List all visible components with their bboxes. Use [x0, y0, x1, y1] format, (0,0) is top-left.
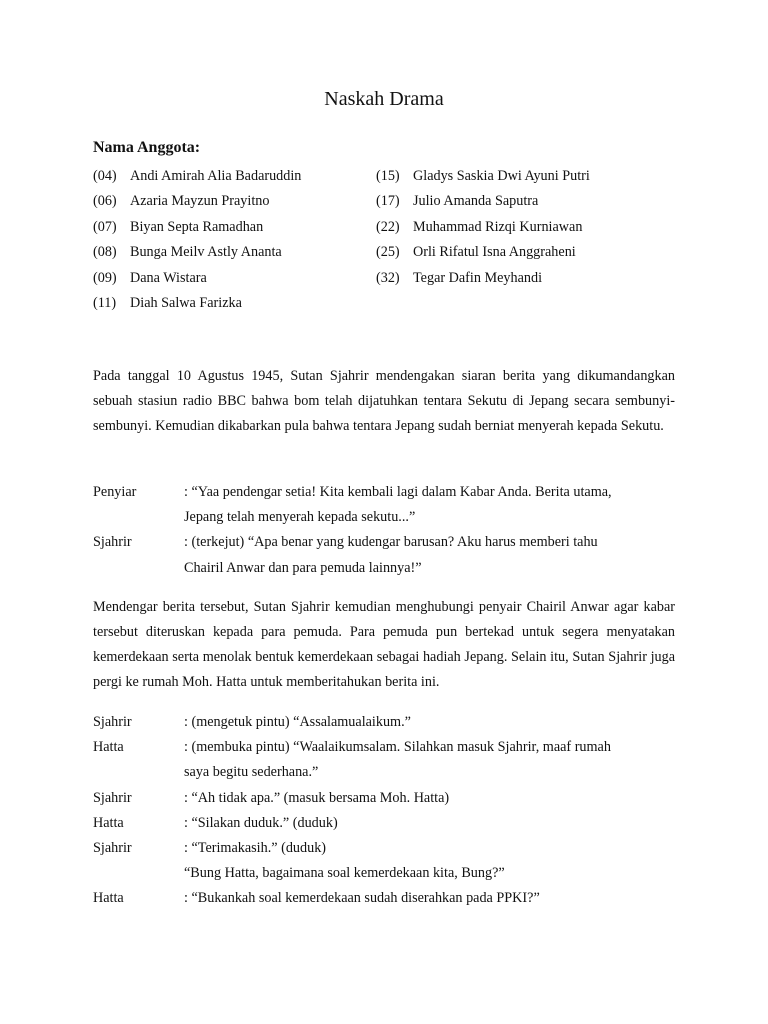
dialog-line	[93, 480, 693, 505]
dialog-speaker: Sjahrir	[93, 789, 132, 806]
members-heading: Nama Anggota:	[93, 139, 201, 156]
dialog-speaker	[93, 861, 184, 886]
dialog-text: “Bung Hatta, bagaimana soal kemerdekaan kita, Bung?”	[184, 865, 505, 882]
dialog-text: : “Bukankah soal kemerdekaan sudah diserahkan pada PPKI?”	[184, 890, 540, 907]
dialog-speaker: Hatta	[93, 814, 124, 831]
member-name: Bunga Meilv Astly Ananta	[130, 244, 282, 261]
member-name: Gladys Saskia Dwi Ayuni Putri	[413, 168, 590, 184]
dialog-text: Chairil Anwar dan para pemuda lainnya!”	[184, 559, 422, 576]
dialog-text: : “Yaa pendengar setia! Kita kembali lagi dalam Kabar Anda. Berita utama,	[184, 484, 612, 500]
dialog-line	[93, 530, 693, 555]
dialog-text: : (membuka pintu) “Waalaikumsalam. Silahkan masuk Sjahrir, maaf rumah	[184, 739, 611, 756]
member-number: (06)	[93, 193, 117, 210]
member-name: Orli Rifatul Isna Anggraheni	[413, 244, 576, 261]
dialog-line	[93, 861, 693, 886]
document-title: Naskah Drama	[324, 88, 444, 110]
member-item	[93, 217, 301, 242]
member-number: (08)	[93, 244, 117, 261]
member-number: (22)	[376, 218, 400, 235]
member-item	[376, 217, 590, 242]
member-name: Diah Salwa Farizka	[130, 294, 242, 311]
member-item	[376, 166, 590, 191]
dialog-line	[93, 886, 693, 911]
dialog-speaker	[93, 505, 184, 530]
member-number: (15)	[376, 168, 400, 184]
member-name: Muhammad Rizqi Kurniawan	[413, 218, 583, 235]
member-number: (04)	[93, 168, 117, 184]
member-name: Andi Amirah Alia Badaruddin	[130, 168, 302, 184]
member-number: (25)	[376, 244, 400, 261]
dialog-speaker	[93, 760, 184, 785]
dialog-speaker	[93, 556, 184, 581]
member-number: (11)	[93, 294, 117, 311]
dialog-line	[93, 735, 693, 760]
dialog-speaker: Hatta	[93, 739, 124, 756]
member-item	[376, 242, 590, 267]
dialog-text: Jepang telah menyerah kepada sekutu...”	[184, 509, 416, 526]
dialog-text: : (terkejut) “Apa benar yang kudengar barusan? Aku harus memberi tahu	[184, 534, 598, 551]
narration-paragraph: Mendengar berita tersebut, Sutan Sjahrir kemudian menghubungi penyair Chairil Anwar agar kabar tersebut diteruskan kepada para pemuda. Para pemuda pun bertekad untuk segera menyatakan kemerdekaan serta menolak bentuk kemerdekaan sebagai hadiah Jepang. Selain itu, Sutan Sjahrir juga pergi ke rumah Moh. Hatta untuk memberitahukan berita ini.	[93, 599, 675, 690]
member-name: Dana Wistara	[130, 269, 207, 286]
narration-paragraph: Pada tanggal 10 Agustus 1945, Sutan Sjahrir mendengakan siaran berita yang dikumandangkan sebuah stasiun radio BBC bahwa bom telah dijatuhkan tentara Sekutu di Jepang secara sembunyi-sembunyi. Kemudian dikabarkan pula bahwa tentara Jepang sudah berniat menyerah kepada Sekutu.	[93, 368, 675, 434]
member-item	[376, 268, 590, 293]
member-number: (09)	[93, 269, 117, 286]
member-item	[376, 191, 590, 216]
dialog-speaker: Penyiar	[93, 484, 137, 500]
dialog-text: : (mengetuk pintu) “Assalamualaikum.”	[184, 714, 411, 730]
dialog-line	[93, 556, 693, 581]
dialog-text: : “Silakan duduk.” (duduk)	[184, 814, 338, 831]
dialog-text: : “Terimakasih.” (duduk)	[184, 840, 327, 857]
member-name: Azaria Mayzun Prayitno	[130, 193, 270, 210]
dialog-speaker: Sjahrir	[93, 840, 132, 857]
members-list-left	[93, 166, 301, 318]
dialog-line	[93, 505, 693, 530]
dialog-line	[93, 710, 693, 735]
member-name: Tegar Dafin Meyhandi	[413, 269, 543, 286]
dialog-block	[93, 480, 693, 581]
member-item	[93, 191, 301, 216]
member-item	[93, 242, 301, 267]
member-item	[93, 268, 301, 293]
member-item	[93, 166, 301, 191]
dialog-line	[93, 811, 693, 836]
dialog-line	[93, 786, 693, 811]
member-number: (07)	[93, 218, 117, 235]
member-name: Julio Amanda Saputra	[413, 193, 539, 210]
dialog-speaker: Sjahrir	[93, 534, 132, 551]
dialog-line	[93, 760, 693, 785]
dialog-speaker: Hatta	[93, 890, 124, 907]
member-item	[93, 293, 301, 318]
dialog-block	[93, 710, 693, 912]
members-list-right	[376, 166, 590, 293]
member-number: (17)	[376, 193, 400, 210]
dialog-text: : “Ah tidak apa.” (masuk bersama Moh. Hatta)	[184, 789, 450, 806]
dialog-text: saya begitu sederhana.”	[184, 764, 319, 781]
member-name: Biyan Septa Ramadhan	[130, 218, 264, 235]
member-number: (32)	[376, 269, 400, 286]
dialog-speaker: Sjahrir	[93, 714, 132, 730]
dialog-line	[93, 836, 693, 861]
